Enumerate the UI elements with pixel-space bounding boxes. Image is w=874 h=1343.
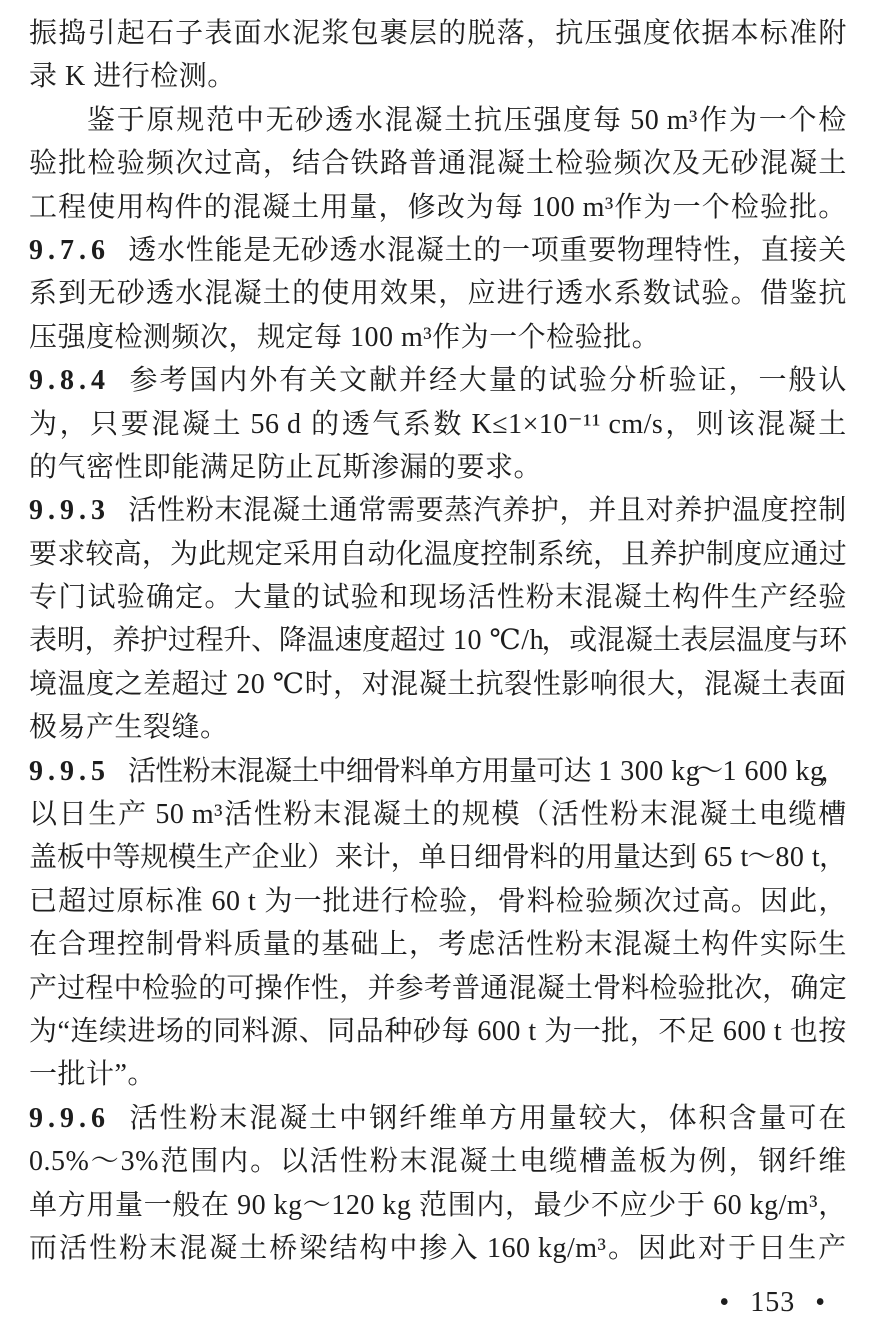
text-line: 工 程 使 用 构 件 的 混 凝 土 用 量 ， 修 改 为 每 100 m³ 作 为 一 个 检 验 批 。 — [29, 191, 847, 223]
section-number: 9.9.5 — [29, 755, 110, 787]
para-9-7-6 — [29, 229, 847, 359]
section-number: 9.7.6 — [29, 234, 110, 266]
para-9-8-4 — [29, 359, 847, 489]
text-line: 0.5% ～ 3% 范 围 内 。 以 活 性 粉 末 混 凝 土 电 缆 槽 盖 板 为 例 ， 钢 纤 维 — [29, 1146, 847, 1178]
text-line: 为 ， 只 要 混 凝 土 56 d 的 透 气 系 数 K≤1×10⁻¹¹ cm/s ， 则 该 混 凝 土 — [29, 408, 847, 440]
section-number: 9.8.4 — [29, 365, 110, 397]
text-line: 产 过 程 中 检 验 的 可 操 作 性 ， 并 参 考 普 通 混 凝 土 骨 料 检 验 批 次 ， 确 定 — [29, 972, 848, 1004]
para-9-9-6 — [29, 1097, 847, 1271]
para-jianyu-yuan-guifan — [29, 99, 847, 229]
text-block — [29, 12, 847, 1270]
text-line — [29, 55, 847, 98]
text-line: 境 温 度 之 差 超 过 20 ℃ 时 ， 对 混 凝 土 抗 裂 性 影 响 很 大 ， 混 凝 土 表 面 — [29, 668, 847, 700]
text-line: 为 “ 连 续 进 场 的 同 料 源 、 同 品 种 砂 每 600 t 为 一 批 ， 不 足 600 t 也 按 — [29, 1015, 847, 1047]
line-text: 一批计”。 — [29, 1059, 156, 1091]
text-line: 9.9.3 活 性 粉 末 混 凝 土 通 常 需 要 蒸 汽 养 护 ， 并 且 对 养 护 温 度 控 制 — [29, 489, 847, 532]
section-number: 9.9.6 — [29, 1102, 110, 1134]
text-line: 以 日 生 产 50 m³ 活 性 粉 末 混 凝 土 的 规 模 （ 活 性 粉 末 混 凝 土 电 缆 槽 — [29, 799, 847, 831]
text-line: 振 捣 引 起 石 子 表 面 水 泥 浆 包 裹 层 的 脱 落 ， 抗 压 强 度 依 据 本 标 准 附 — [29, 18, 847, 49]
text-line: 而 活 性 粉 末 混 凝 土 桥 梁 结 构 中 掺 入 160 kg/m³ 。 因 此 对 于 日 生 产 — [29, 1232, 847, 1264]
text-line: 9.7.6 透 水 性 能 是 无 砂 透 水 混 凝 土 的 一 项 重 要 物 理 特 性 ， 直 接 关 — [29, 229, 847, 272]
text-line: 已 超 过 原 标 准 60 t 为 一 批 进 行 检 验 ， 骨 料 检 验 频 次 过 高 。 因 此 ， — [29, 885, 847, 917]
text-line — [29, 446, 847, 489]
section-number: 9.9.3 — [29, 495, 110, 527]
line-text: 录 K 进行检测。 — [29, 61, 236, 93]
text-line: 9.9.5 活 性 粉 末 混 凝 土 中 细 骨 料 单 方 用 量 可 达 1 300 kg ～ 1 600 kg ， — [29, 750, 847, 793]
line-text: 的气密性即能满足防止瓦斯渗漏的要求。 — [29, 451, 543, 483]
line-text: 压强度检测频次，规定每 100 m³作为一个检验批。 — [29, 321, 661, 353]
text-line — [29, 316, 847, 359]
text-line: 9.9.6 活 性 粉 末 混 凝 土 中 钢 纤 维 单 方 用 量 较 大 ， 体 积 含 量 可 在 — [29, 1097, 847, 1140]
text-line: 9.8.4 参 考 国 内 外 有 关 文 献 并 经 大 量 的 试 验 分 析 验 证 ， 一 般 认 — [29, 359, 847, 402]
text-line: 系 到 无 砂 透 水 混 凝 土 的 使 用 效 果 ， 应 进 行 透 水 系 数 试 验 。 借 鉴 抗 — [29, 278, 847, 310]
text-line: 专 门 试 验 确 定 。 大 量 的 试 验 和 现 场 活 性 粉 末 混 凝 土 构 件 生 产 经 验 — [29, 582, 847, 614]
text-line: 盖 板 中 等 规 模 生 产 企 业 ） 来 计 ， 单 日 细 骨 料 的 用 量 达 到 65 t ～ 80 t ， — [29, 842, 848, 874]
line-text: 极易产生裂缝。 — [29, 712, 229, 744]
para-9-9-3 — [29, 489, 847, 749]
text-line: 单 方 用 量 一 般 在 90 kg ～ 120 kg 范 围 内 ， 最 少 不 应 少 于 60 kg/m³ ， — [29, 1189, 847, 1221]
text-line: 鉴 于 原 规 范 中 无 砂 透 水 混 凝 土 抗 压 强 度 每 50 m³ 作 为 一 个 检 — [87, 104, 847, 136]
text-line: 要 求 较 高 ， 为 此 规 定 采 用 自 动 化 温 度 控 制 系 统 ， 且 养 护 制 度 应 通 过 — [29, 538, 848, 570]
para-continued-from-previous-page — [29, 12, 847, 99]
text-line: 表 明 ， 养 护 过 程 升 、 降 温 速 度 超 过 10 ℃/h ， 或 混 凝 土 表 层 温 度 与 环 — [29, 625, 848, 657]
page-number: • 153 • — [719, 1287, 826, 1318]
text-line — [29, 1053, 847, 1096]
text-line: 验 批 检 验 频 次 过 高 ， 结 合 铁 路 普 通 混 凝 土 检 验 频 次 及 无 砂 混 凝 土 — [29, 148, 847, 180]
text-line — [29, 706, 847, 749]
para-9-9-5 — [29, 750, 847, 1097]
text-line: 在 合 理 控 制 骨 料 质 量 的 基 础 上 ， 考 虑 活 性 粉 末 混 凝 土 构 件 实 际 生 — [29, 929, 847, 961]
